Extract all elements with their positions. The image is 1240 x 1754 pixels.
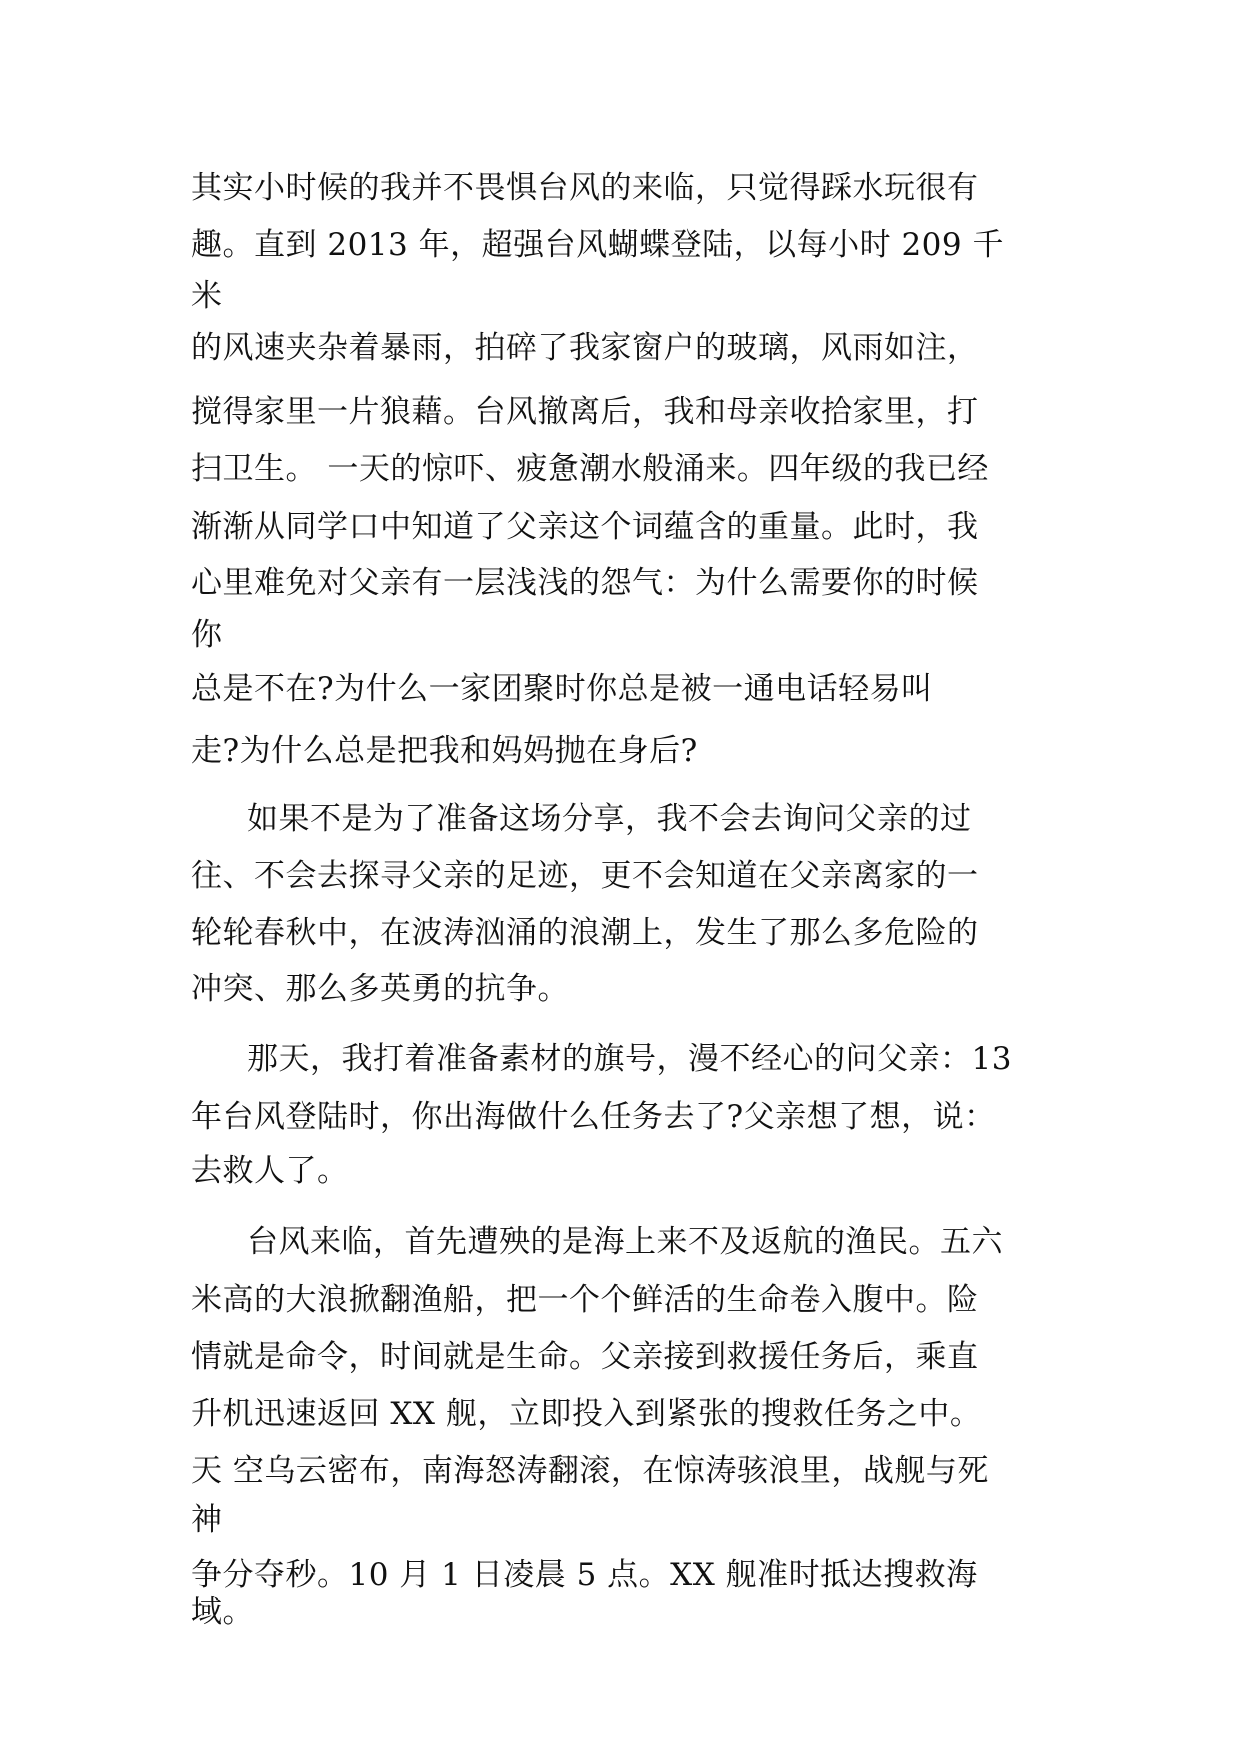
text-line-23: 天 空乌云密布，南海怒涛翻滚，在惊涛骇浪里，战舰与死 (191, 1453, 989, 1489)
text-line-25: 争分夺秒。10 月 1 日凌晨 5 点。XX 舰准时抵达搜救海 (191, 1557, 978, 1593)
text-line-26: 域。 (191, 1594, 254, 1630)
text-line-17: 年台风登陆时，你出海做什么任务去了?父亲想了想，说： (191, 1099, 996, 1135)
text-line-1: 其实小时候的我并不畏惧台风的来临，只觉得踩水玩很有 (191, 170, 979, 206)
text-line-4: 的风速夹杂着暴雨，拍碎了我家窗户的玻璃，风雨如注， (191, 330, 979, 366)
text-line-2: 趣。直到 2013 年，超强台风蝴蝶登陆，以每小时 209 千 (191, 227, 1004, 263)
text-line-6: 扫卫生。 一天的惊吓、疲惫潮水般涌来。四年级的我已经 (191, 451, 989, 487)
text-line-19: 台风来临，首先遭殃的是海上来不及返航的渔民。五六 (247, 1224, 1003, 1260)
text-line-14: 轮轮春秋中，在波涛汹涌的浪潮上，发生了那么多危险的 (191, 915, 979, 951)
text-line-13: 往、不会去探寻父亲的足迹，更不会知道在父亲离家的一 (191, 858, 979, 894)
text-line-12: 如果不是为了准备这场分享，我不会去询问父亲的过 (247, 801, 972, 837)
text-line-24: 神 (191, 1502, 223, 1538)
text-line-18: 去救人了。 (191, 1153, 349, 1189)
text-line-15: 冲突、那么多英勇的抗争。 (191, 971, 569, 1007)
text-line-5: 搅得家里一片狼藉。台风撤离后，我和母亲收拾家里，打 (191, 394, 979, 430)
text-line-22: 升机迅速返回 XX 舰，立即投入到紧张的搜救任务之中。 (191, 1396, 982, 1432)
text-line-21: 情就是命令，时间就是生命。父亲接到救援任务后，乘直 (191, 1339, 979, 1375)
text-line-20: 米高的大浪掀翻渔船，把一个个鲜活的生命卷入腹中。险 (191, 1282, 979, 1318)
text-line-3: 米 (191, 278, 223, 314)
text-line-7: 渐渐从同学口中知道了父亲这个词蕴含的重量。此时，我 (191, 509, 979, 545)
text-line-8: 心里难免对父亲有一层浅浅的怨气：为什么需要你的时候 (191, 565, 979, 601)
text-line-9: 你 (191, 617, 223, 653)
text-line-16: 那天，我打着准备素材的旗号，漫不经心的问父亲：13 (247, 1041, 1012, 1077)
text-line-10: 总是不在?为什么一家团聚时你总是被一通电话轻易叫 (191, 671, 933, 707)
text-line-11: 走?为什么总是把我和妈妈抛在身后? (191, 733, 698, 769)
